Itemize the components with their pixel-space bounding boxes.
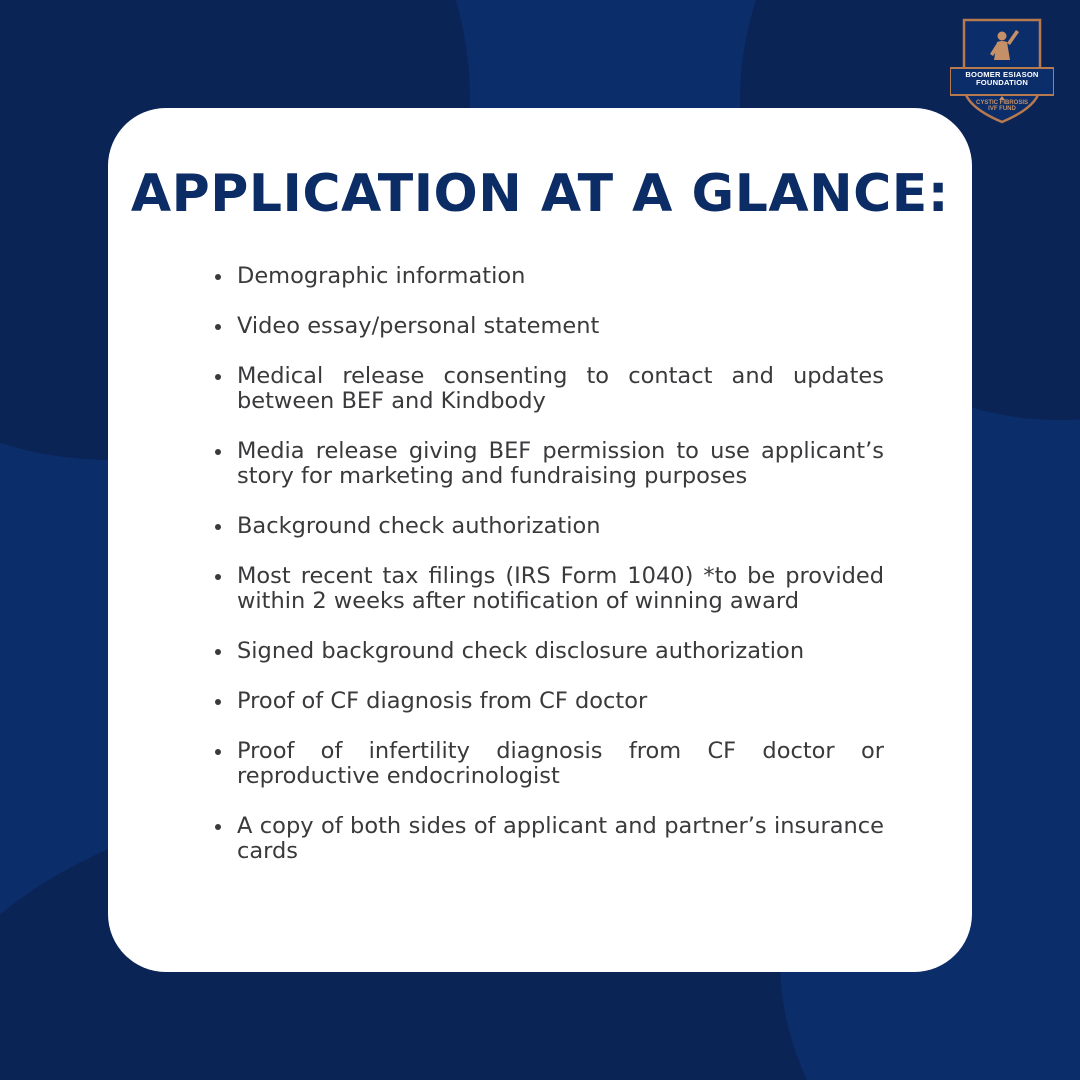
list-item: A copy of both sides of applicant and partner’s insurance cards <box>237 813 884 864</box>
list-item: Background check authorization <box>237 514 884 539</box>
logo-name <box>950 71 1054 86</box>
logo-subtitle <box>950 100 1054 112</box>
logo-sub-line1: CYSTIC FIBROSIS <box>975 100 1028 106</box>
list-item: Demographic information <box>237 264 884 289</box>
list-item: Proof of infertility diagnosis from CF doctor or reproductive endocrinologist <box>237 738 884 789</box>
list-item: Video essay/personal statement <box>237 314 884 339</box>
logo-name-line1: BOOMER ESIASON <box>965 70 1039 79</box>
list-item: Signed background check disclosure authorization <box>237 639 884 664</box>
list-item: Media release giving BEF permission to use applicant’s story for marketing and fundraising purposes <box>237 438 884 489</box>
list-item: Most recent tax filings (IRS Form 1040) *to be provided within 2 weeks after notification of winning award <box>237 563 884 614</box>
logo-sub-line2: IVF FUND <box>988 106 1016 112</box>
list-item: Medical release consenting to contact and updates between BEF and Kindbody <box>237 363 884 414</box>
requirements-list <box>237 264 884 889</box>
list-item: Proof of CF diagnosis from CF doctor <box>237 689 884 714</box>
foundation-logo <box>950 14 1054 126</box>
logo-name-line2: FOUNDATION <box>975 77 1029 87</box>
page-title: APPLICATION AT A GLANCE: <box>130 164 950 224</box>
